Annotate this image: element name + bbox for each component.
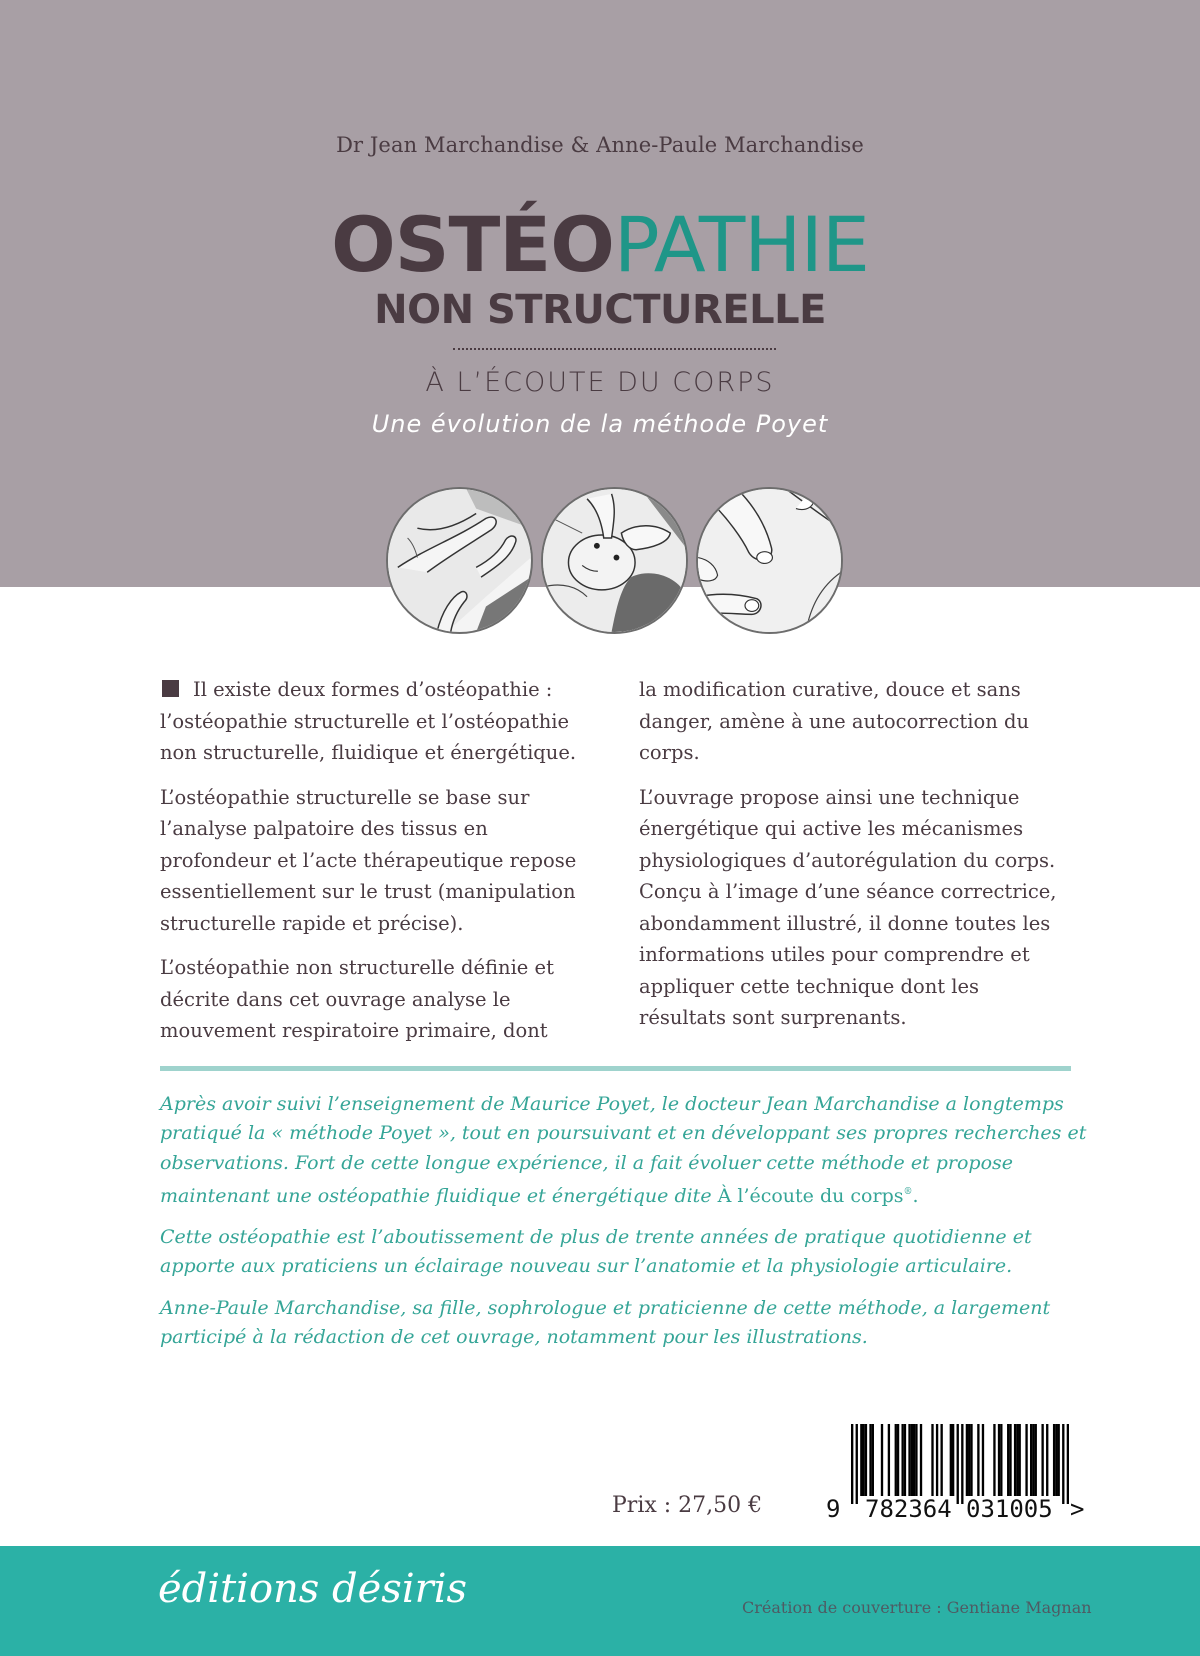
tagline: À L’ÉCOUTE DU CORPS [425,367,775,398]
barcode-bar [961,1424,963,1504]
authors: Dr Jean Marchandise & Anne-Paule Marchandise [336,133,864,157]
barcode-bar [1016,1424,1018,1496]
barcode-bar [1035,1424,1037,1496]
barcode-bar [895,1424,897,1496]
barcode-bar [931,1424,933,1496]
barcode-bar [862,1424,864,1496]
registered-mark: ® [903,1186,913,1197]
barcode-bar [872,1424,874,1496]
publisher-footer [0,1546,1200,1656]
barcode-bar [1007,1424,1009,1496]
barcode-bar [860,1424,862,1496]
barcode-bar [869,1424,871,1496]
barcode-bar [950,1424,952,1496]
dotted-divider [453,348,776,350]
barcode-bar [1032,1424,1034,1496]
book-title [0,200,1200,290]
barcode-bar [851,1424,853,1504]
barcode-bar [1053,1424,1055,1496]
barcode-bar [998,1424,1000,1496]
isbn-barcode [851,1424,1069,1504]
barcode-bar [940,1424,942,1496]
author-bio [160,1090,1090,1364]
barcode-bar [968,1424,970,1496]
barcode-bar [982,1424,984,1496]
bio-text: Après avoir suivi l’enseignement de Maurice Poyet, le docteur Jean Marchandise a longtemps pratiqué la « méthode Poyet », tout en poursuivant et en développant ses propres recherches et observations. Fort de cette longue expérience, il a fait évoluer cette méthode et propose maintenant une ostéopathie fluidique et énergétique dite [160,1093,1087,1207]
barcode-bar [856,1424,858,1504]
barcode-bar [993,1424,995,1496]
barcode-bar [911,1424,913,1496]
fingers-on-foot-illustration [696,487,843,634]
barcode-bar [936,1424,938,1496]
paragraph-text: Il existe deux formes d’ostéopathie : l’ostéopathie structurelle et l’ostéopathie non structurelle, fluidique et énergétique. [160,678,577,764]
bio-paragraph [160,1090,1090,1211]
barcode-digits-right: 031005 [966,1495,1053,1523]
paragraph: L’ostéopathie structurelle se base sur l’analyse palpatoire des tissus en profondeur et l’acte thérapeutique repose essentiellement sur le trust (manipulation structurelle rapide et précise). [160,785,577,935]
barcode-bar [1067,1424,1069,1504]
bio-paragraph: Cette ostéopathie est l’aboutissement de plus de trente années de pratique quotidienne et apporte aux praticiens un éclairage nouveau sur l’anatomie et la physiologie articulaire. [160,1226,1032,1278]
barcode-bar [1025,1424,1027,1496]
bio-text-end: . [912,1184,919,1207]
barcode-bar [1014,1424,1016,1496]
barcode-bar [888,1424,890,1496]
barcode-first-digit: 9 [826,1495,841,1523]
barcode-quiet-zone-marker: > [1070,1495,1085,1523]
barcode-bar [952,1424,954,1496]
barcode-bar [1041,1424,1043,1496]
paragraph [160,674,580,769]
hands-on-face-illustration [541,487,688,634]
publisher-logo: éditions désiris [158,1566,468,1612]
barcode-bar [913,1424,915,1496]
description-left-column [160,674,580,1060]
cover-credit: Création de couverture : Gentiane Magnan [742,1598,1092,1617]
barcode-digits-left: 782364 [865,1495,952,1523]
barcode-bar [957,1424,959,1504]
paragraph: L’ostéopathie non structurelle définie et décrite dans cet ouvrage analyse le mouvement respiratoire primaire, dont [160,956,554,1042]
barcode-bar [1019,1424,1021,1496]
title-part-pathie: PATHIE [613,200,869,289]
brand-name: À l’écoute du corps [717,1184,904,1207]
book-subtitle: NON STRUCTURELLE [374,287,826,333]
barcode-bar [966,1424,968,1496]
description-right-column [639,674,1059,1047]
barcode-bar [1062,1424,1064,1504]
barcode-bar [865,1424,867,1496]
hands-on-back-illustration [386,487,533,634]
tagline-subtitle: Une évolution de la méthode Poyet [371,410,829,438]
section-divider [160,1066,1071,1071]
barcode-bar [970,1424,972,1496]
barcode-bar [1046,1424,1048,1496]
paragraph: L’ouvrage propose ainsi une technique énergétique qui active les mécanismes physiologiques d’autorégulation du corps. Conçu à l’image d’une séance correctrice, abondamment illustré, il donne toutes les informations utiles pour comprendre et appliquer cette technique dont les résultats sont surprenants. [639,785,1057,1029]
barcode-bar [881,1424,883,1496]
square-bullet-icon [162,680,179,697]
barcode-bar [1009,1424,1011,1496]
barcode-bar [977,1424,979,1496]
barcode-bars [851,1424,1069,1504]
title-part-osteo: OSTÉO [331,200,614,289]
barcode-bar [901,1424,903,1496]
barcode-bar [1058,1424,1060,1496]
price: Prix : 27,50 € [612,1493,763,1518]
barcode-bar [1030,1424,1032,1496]
paragraph: la modification curative, douce et sans danger, amène à une autocorrection du corps. [639,678,1030,764]
barcode-bar [904,1424,906,1496]
barcode-bar [920,1424,922,1496]
barcode-bar [1000,1424,1002,1496]
barcode-bar [915,1424,917,1496]
barcode-bar [1055,1424,1057,1496]
bio-paragraph: Anne-Paule Marchandise, sa fille, sophrologue et praticienne de cette méthode, a largement participé à la rédaction de cet ouvrage, notamment pour les illustrations. [160,1296,1051,1349]
barcode-bar [908,1424,910,1496]
barcode-bar [897,1424,899,1496]
